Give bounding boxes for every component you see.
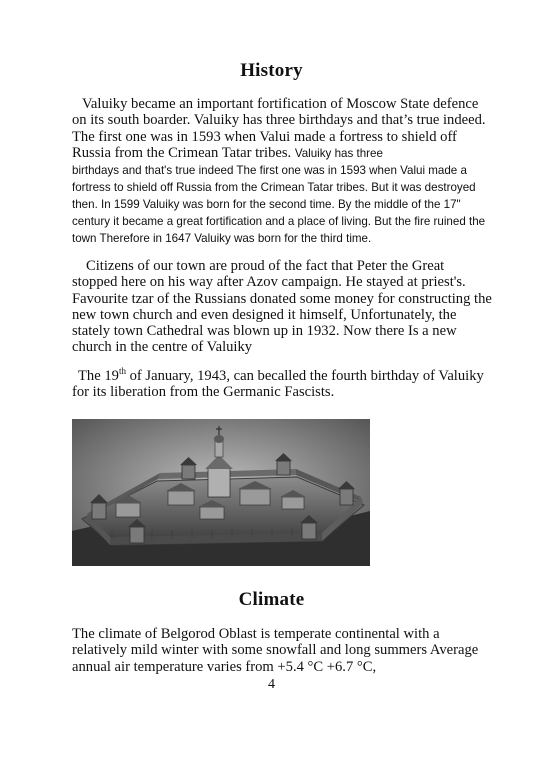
history-paragraph-1: [72, 96, 492, 162]
page-number: 4: [268, 677, 275, 692]
fortress-illustration: [72, 419, 370, 566]
history-paragraph-1-text: Valuiky became an important fortification of Moscow State defence on its south boarder. Valuiky has three birthdays and that’s true indeed. The first one was in 1593 when Valui made a fortress to shield off Russia from the Crimean Tatar tribes.: [72, 96, 486, 161]
climate-heading: Climate: [238, 589, 305, 610]
history-paragraph-2: Citizens of our town are proud of the fact that Peter the Great stopped here on his way after Azov campaign. He stayed at priest's. Favourite tzar of the Russians donated some money for constructing the new town church and even designed it himself, Unfortunately, the stately town Cathedral was blown up in 1932. Now there Is a new church in the centre of Valuiky: [72, 258, 492, 356]
history-paragraph-1-sans-start: Valuiky has three: [294, 146, 383, 160]
history-paragraph-3-superscript: th: [118, 366, 126, 376]
history-heading: History: [240, 60, 303, 81]
history-paragraph-3: [72, 363, 492, 400]
history-paragraph-3-prefix: The 19: [78, 367, 119, 384]
climate-paragraph-1: The climate of Belgorod Oblast is temperate continental with a relatively mild winter with some snowfall and long summers Average annual air temperature varies from +5.4 °C +6.7 °C,: [72, 626, 479, 675]
history-paragraph-3-rest: of January, 1943, can becalled the fourth birthday of Valuiky for its liberation from the Germanic Fascists.: [72, 367, 484, 401]
fortress-model-photo: [72, 419, 370, 566]
history-paragraph-1-continued: birthdays and that's true indeed The first one was in 1593 when Valui made a fortress to shield off Russia from the Crimean Tatar tribes. But it was destroyed then. In 1599 Valuiky was born for the second time. By the middle of the 17" century it became a great fortification and a place of living. But the fire ruined the town Therefore in 1647 Valuiky was born for the third time.: [72, 164, 486, 245]
